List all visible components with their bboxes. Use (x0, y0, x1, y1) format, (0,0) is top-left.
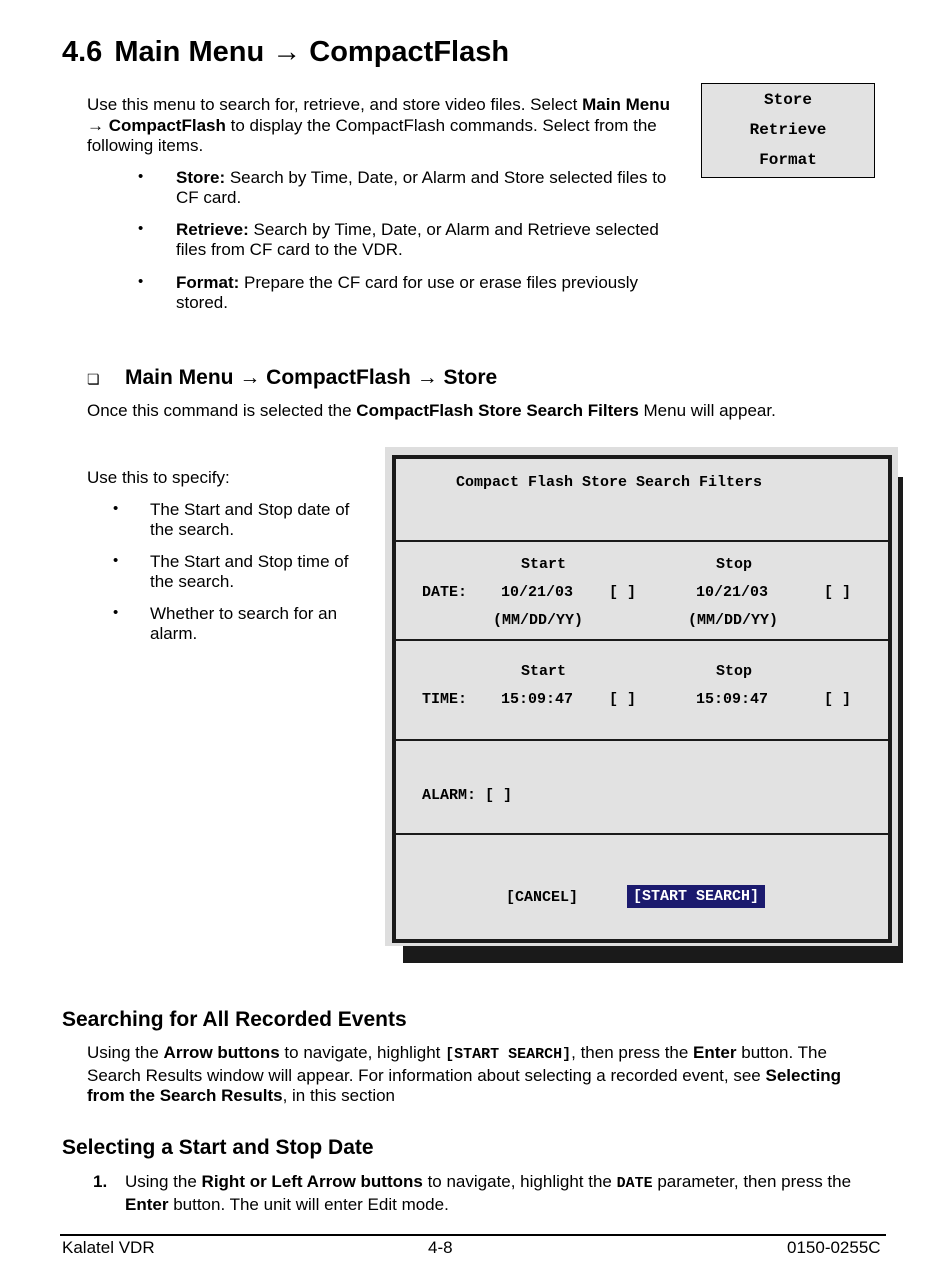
desc-text: Once this command is selected the (87, 401, 357, 420)
specify-item-date (150, 500, 349, 540)
footer-page-number: 4-8 (428, 1238, 453, 1257)
dialog-title: Compact Flash Store Search Filters (456, 474, 763, 491)
intro-bold-compactflash: CompactFlash (108, 115, 226, 135)
time-label: TIME: (422, 691, 468, 708)
alarm-checkbox[interactable]: ALARM: [ ] (422, 787, 513, 804)
desc-bold: CompactFlash Store Search Filters (356, 401, 639, 420)
intro-text-rest: to display the CompactFlash commands. Select from the (225, 115, 657, 135)
page-heading (62, 36, 509, 69)
cancel-button[interactable]: [CANCEL] (506, 889, 579, 906)
date-stop-label: Stop (716, 556, 753, 573)
desc-text: Menu will appear. (638, 401, 776, 420)
date-stop-field[interactable]: 10/21/03 (696, 584, 769, 601)
para-text: Using the (125, 1172, 202, 1191)
para-text: button. The (736, 1043, 827, 1062)
time-stop-label: Stop (716, 663, 753, 680)
specify-text: Whether to search for an (150, 604, 338, 623)
searching-paragraph (87, 1043, 887, 1107)
specify-text: the search. (150, 572, 235, 591)
bullet-text: Search by Time, Date, or Alarm and Retrieve selected (248, 220, 659, 239)
para-text: button. The unit will enter Edit mode. (168, 1194, 449, 1214)
checkbox-icon: ❏ (87, 371, 100, 387)
date-start-field[interactable]: 10/21/03 (501, 584, 574, 601)
footer-left: Kalatel VDR (62, 1238, 155, 1257)
intro-line3: following items. (87, 136, 204, 155)
date-start-label: Start (521, 556, 567, 573)
footer-doc-number: 0150-0255C (787, 1238, 881, 1257)
date-start-checkbox[interactable]: [ ] (609, 584, 637, 601)
bullet-store (176, 168, 696, 208)
divider (396, 540, 888, 542)
date-stop-checkbox[interactable]: [ ] (824, 584, 852, 601)
date-start-format: (MM/DD/YY) (493, 612, 584, 629)
bullet-dot: • (138, 273, 144, 290)
time-start-checkbox[interactable]: [ ] (609, 691, 637, 708)
divider (396, 639, 888, 641)
intro-bold-main-menu: Main Menu (582, 95, 670, 114)
para-code: [START SEARCH] (445, 1046, 572, 1063)
searching-title: Searching for All Recorded Events (62, 1008, 407, 1031)
time-stop-field[interactable]: 15:09:47 (696, 691, 769, 708)
footer-rule (60, 1234, 886, 1236)
bullet-retrieve (176, 220, 696, 260)
para-bold: Selecting (765, 1065, 842, 1085)
para-bold: Enter (693, 1043, 737, 1062)
time-stop-checkbox[interactable]: [ ] (824, 691, 852, 708)
specify-text: alarm. (150, 624, 198, 643)
step-1-text (125, 1172, 895, 1215)
bullet-dot: • (113, 552, 119, 569)
menu-item-format[interactable]: Format (759, 151, 817, 169)
bullet-text: stored. (176, 293, 228, 312)
bullet-text: files from CF card to the VDR. (176, 240, 403, 259)
start-search-button[interactable]: [START SEARCH] (627, 885, 765, 908)
specify-label: Use this to specify: (87, 468, 230, 487)
time-start-label: Start (521, 663, 567, 680)
para-text: parameter, then press the (652, 1172, 852, 1191)
date-label: DATE: (422, 584, 468, 601)
bullet-term: Retrieve: (176, 220, 249, 239)
para-bold: Arrow buttons (163, 1043, 280, 1062)
divider (396, 833, 888, 835)
para-text: to navigate, highlight the (422, 1172, 617, 1191)
para-text: to navigate, highlight (279, 1043, 446, 1062)
store-section-title: Main Menu → CompactFlash → Store (125, 366, 498, 389)
bullet-dot: • (138, 168, 144, 185)
para-bold: Enter (125, 1194, 169, 1214)
specify-text: the search. (150, 520, 235, 539)
divider (396, 739, 888, 741)
bullet-dot: • (113, 500, 119, 517)
menu-item-retrieve[interactable]: Retrieve (749, 121, 827, 139)
specify-item-time (150, 552, 348, 592)
compactflash-menu-box (701, 83, 875, 178)
para-code: DATE (616, 1175, 653, 1192)
heading-title: Main Menu → CompactFlash (114, 36, 510, 68)
bullet-text: Prepare the CF card for use or erase files previously (239, 273, 639, 292)
heading-number: 4.6 (62, 36, 103, 68)
specify-text: The Start and Stop date of (150, 500, 350, 519)
para-text: Search Results window will appear. For information about selecting a recorded event, see (87, 1065, 766, 1085)
para-text: , then press the (571, 1043, 694, 1062)
selecting-title: Selecting a Start and Stop Date (62, 1136, 374, 1159)
specify-item-alarm (150, 604, 337, 644)
intro-paragraph (87, 95, 697, 157)
intro-arrow: → (87, 115, 109, 135)
step-number: 1. (93, 1172, 108, 1191)
para-bold: from the Search Results (87, 1086, 283, 1105)
menu-item-store[interactable]: Store (763, 91, 812, 109)
search-filters-dialog (392, 455, 892, 943)
intro-text: Use this menu to search for, retrieve, and store video files. Select (87, 95, 583, 114)
specify-text: The Start and Stop time of (150, 552, 349, 571)
bullet-dot: • (138, 220, 144, 237)
store-section-desc (87, 401, 776, 422)
bullet-format (176, 273, 696, 313)
bullet-term: Format: (176, 273, 240, 292)
para-bold: Right or Left Arrow buttons (201, 1172, 423, 1191)
bullet-text: CF card. (176, 188, 242, 207)
date-stop-format: (MM/DD/YY) (688, 612, 779, 629)
time-start-field[interactable]: 15:09:47 (501, 691, 574, 708)
para-text: , in this section (282, 1086, 396, 1105)
bullet-dot: • (113, 604, 119, 621)
bullet-term: Store: (176, 168, 226, 187)
para-text: Using the (87, 1043, 164, 1062)
bullet-text: Search by Time, Date, or Alarm and Store selected files to (225, 168, 667, 187)
